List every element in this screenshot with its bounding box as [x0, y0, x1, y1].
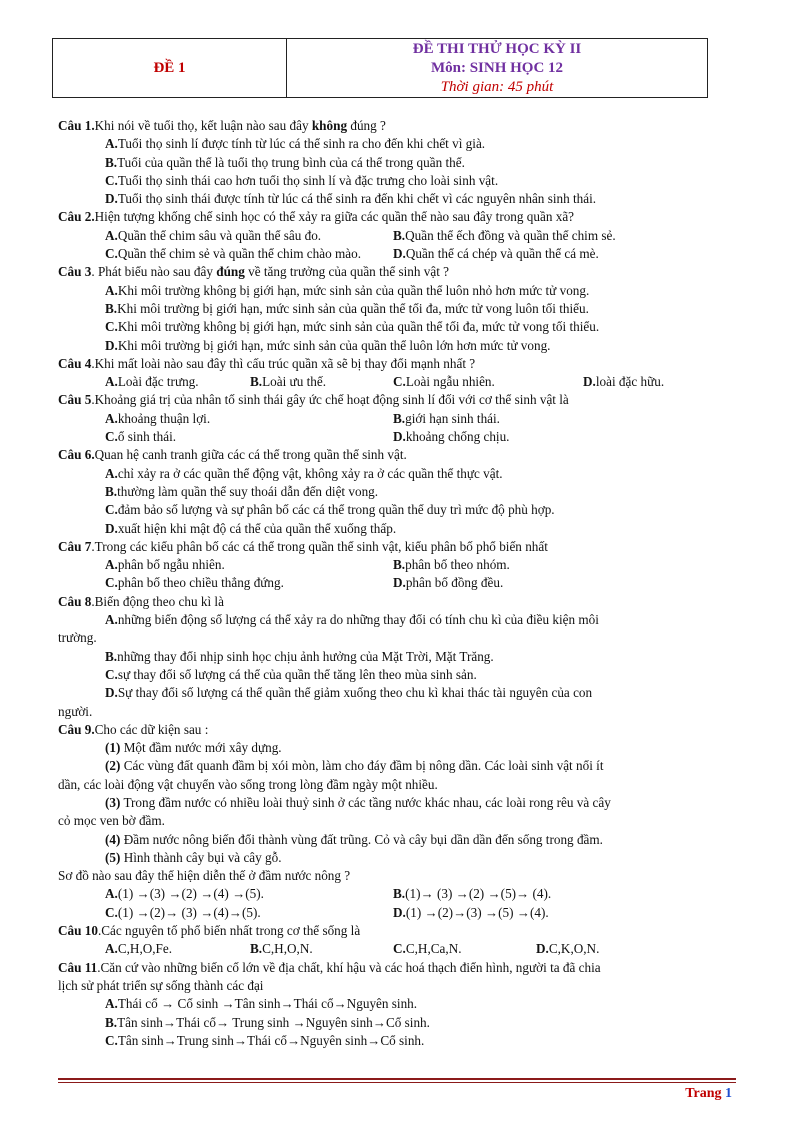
option: D.Khi môi trường bị giới hạn, mức sinh sản của quần thể luôn lớn hơn mức tử vong. [105, 337, 551, 353]
question-number: Câu 2. [58, 209, 95, 225]
question-1: Câu 1.Khi nói về tuổi thọ, kết luận nào sau đây không đúng ? [58, 118, 386, 133]
option: B.giới hạn sinh thái. [393, 410, 500, 426]
option: D.(1) →(2)→(3) →(5) →(4). [393, 904, 549, 920]
option: C.Quần thể chim sẻ và quần thể chim chào mào. [105, 246, 361, 262]
option-continuation: người. [58, 703, 93, 719]
option: D.khoảng chống chịu. [393, 429, 510, 445]
option: B.Loài ưu thế. [250, 374, 327, 390]
option-row [58, 245, 718, 263]
fact-item: (1) Một đầm nước mới xây dựng. [105, 740, 282, 756]
exam-header-table [52, 38, 708, 98]
option: B.những thay đổi nhịp sinh học chịu ảnh hưởng của Mặt Trời, Mặt Trăng. [105, 648, 494, 664]
footer-rule-thin [58, 1082, 736, 1083]
question-number: Câu 8 [58, 593, 92, 609]
option: B.(1)→ (3) →(2) →(5)→ (4). [393, 886, 552, 902]
option: A.(1) →(3) →(2) →(4) →(5). [105, 886, 264, 902]
option: B.phân bố theo nhóm. [393, 557, 510, 573]
option-row [58, 227, 718, 245]
option-row [58, 904, 718, 922]
option: C.C,H,Ca,N. [393, 941, 462, 957]
option: C.phân bố theo chiều thẳng đứng. [105, 575, 284, 591]
fact-item: (5) Hình thành cây bụi và cây gỗ. [105, 849, 282, 865]
fact-continuation: cỏ mọc ven bờ đầm. [58, 813, 165, 829]
option: B.C,H,O,N. [250, 941, 313, 957]
question-number: Câu 4 [58, 355, 92, 371]
option-row [58, 410, 718, 428]
option: A.Khi môi trường không bị giới hạn, mức sinh sản của quần thể luôn nhỏ hơn mức tử vong. [105, 282, 590, 298]
fact-item: (2) Các vùng đất quanh đầm bị xói mòn, làm cho đáy đầm bị nông dần. Các loài sinh vật nổi ít [105, 758, 604, 774]
question-number: Câu 10 [58, 923, 98, 939]
option: B.Quần thể ếch đồng và quần thể chim sẻ. [393, 227, 616, 243]
option: C.sự thay đổi số lượng cá thể của quần thể tăng lên theo mùa sinh sản. [105, 666, 477, 682]
option: A.những biến động số lượng cá thể xảy ra do những thay đổi có tính chu kì của điều kiện môi [105, 612, 599, 628]
option: B.Tân sinh→Thái cổ→ Trung sinh →Nguyên sinh→Cổ sinh. [105, 1014, 430, 1030]
fact-continuation: dần, các loài động vật chuyển vào sống trong lòng đầm ngày một nhiều. [58, 776, 438, 792]
option: A.khoảng thuận lợi. [105, 410, 211, 426]
question-8: Câu 8.Biến động theo chu kì là [58, 593, 224, 609]
option: A.C,H,O,Fe. [105, 941, 173, 957]
fact-item: (4) Đầm nước nông biến đổi thành vùng đất trũng. Cỏ và cây bụi dần dần đến sống trong đầm. [105, 831, 603, 847]
option: A.chỉ xảy ra ở các quần thể động vật, không xảy ra ở các quần thể thực vật. [105, 465, 503, 481]
question-6: Câu 6.Quan hệ canh tranh giữa các cá thể trong quần thể sinh vật. [58, 447, 407, 463]
question-prompt: Sơ đồ nào sau đây thể hiện diễn thế ở đầm nước nông ? [58, 868, 351, 884]
option: D.loài đặc hữu. [583, 374, 665, 390]
option: D.phân bố đồng đều. [393, 575, 504, 591]
question-continuation: lịch sử phát triển sự sống thành các đại [58, 977, 264, 993]
fact-item: (3) Trong đầm nước có nhiều loài thuỷ sinh ở các tầng nước khác nhau, các loài rong rêu và cây [105, 794, 611, 810]
option: C.Khi môi trường không bị giới hạn, mức sinh sản của quần thể tối đa, mức tử vong tối thiểu. [105, 319, 600, 335]
question-3: Câu 3. Phát biểu nào sau đây đúng về tăng trưởng của quần thể sinh vật ? [58, 264, 450, 280]
option-row [58, 885, 718, 903]
question-10: Câu 10.Các nguyên tố phổ biến nhất trong cơ thể sống là [58, 923, 361, 939]
option: A.Thái cổ → Cổ sinh →Tân sinh→Thái cổ→Nguyên sinh. [105, 996, 418, 1012]
option: C.đảm bảo số lượng và sự phân bố các cá thể trong quần thể duy trì mức độ phù hợp. [105, 502, 555, 518]
question-number: Câu 3 [58, 264, 92, 280]
question-7: Câu 7.Trong các kiểu phân bố các cá thể trong quần thể sinh vật, kiểu phân bố phổ biến nhất [58, 538, 548, 554]
option: B.thường làm quần thể suy thoái dẫn đến diệt vong. [105, 483, 379, 499]
exam-title: ĐỀ THI THỬ HỌC KỲ II [412, 40, 582, 57]
option: C.Tuổi thọ sinh thái cao hơn tuổi thọ sinh lí và đặc trưng cho loài sinh vật. [105, 172, 499, 188]
option-row [58, 373, 718, 391]
option: D.Quần thể cá chép và quần thể cá mè. [393, 246, 599, 262]
option: A.phân bố ngẫu nhiên. [105, 557, 225, 573]
option-row [58, 428, 718, 446]
option: D.xuất hiện khi mật độ cá thể của quần thể xuống thấp. [105, 520, 397, 536]
question-4: Câu 4.Khi mất loài nào sau đây thì cấu trúc quần xã sẽ bị thay đổi mạnh nhất ? [58, 355, 476, 371]
option: B.Tuổi của quần thể là tuổi thọ trung bình của cá thể trong quần thể. [105, 154, 465, 170]
questions-body [58, 117, 718, 1050]
question-number: Câu 7 [58, 538, 92, 554]
footer-rule [58, 1078, 736, 1080]
question-number: Câu 1. [58, 118, 95, 133]
option: B.Khi môi trường bị giới hạn, mức sinh sản của quần thể tối đa, mức tử vong luôn tối thiểu. [105, 300, 589, 316]
page-number: Trang 1 [685, 1086, 732, 1101]
question-number: Câu 11 [58, 959, 98, 975]
exam-code: ĐỀ 1 [53, 39, 287, 97]
option: A.Quần thể chim sâu và quần thể sâu đo. [105, 227, 322, 243]
exam-title-cell [287, 39, 707, 97]
question-11: Câu 11.Căn cứ vào những biến cố lớn về địa chất, khí hậu và các hoá thạch điển hình, người ta đã chia [58, 959, 601, 975]
question-2: Câu 2.Hiện tượng khống chế sinh học có thể xảy ra giữa các quần thể nào sau đây trong quần xã? [58, 209, 575, 225]
option: A.Tuổi thọ sinh lí được tính từ lúc cá thể sinh ra cho đến khi chết vì già. [105, 136, 486, 152]
option-continuation: trường. [58, 630, 97, 646]
option-row [58, 556, 718, 574]
option-row [58, 940, 718, 958]
exam-subject: Môn: SINH HỌC 12 [430, 59, 564, 76]
option: A.Loài đặc trưng. [105, 374, 199, 390]
question-9: Câu 9.Cho các dữ kiện sau : [58, 721, 209, 737]
option-row [58, 574, 718, 592]
option: C.Loài ngẫu nhiên. [393, 374, 495, 390]
question-number: Câu 6. [58, 447, 95, 463]
option: C.ổ sinh thái. [105, 429, 177, 445]
question-5: Câu 5.Khoảng giá trị của nhân tố sinh thái gây ức chế hoạt động sinh lí đối với cơ thể sinh vật là [58, 392, 569, 408]
question-number: Câu 9. [58, 721, 95, 737]
option: D.C,K,O,N. [536, 941, 600, 957]
question-number: Câu 5 [58, 392, 92, 408]
option: D.Tuổi thọ sinh thái được tính từ lúc cá thể sinh ra đến khi chết vì các nguyên nhân sinh thái. [105, 191, 597, 207]
option: C.(1) →(2)→ (3) →(4)→(5). [105, 904, 261, 920]
option: C.Tân sinh→Trung sinh→Thái cổ→Nguyên sinh→Cổ sinh. [105, 1032, 425, 1048]
exam-duration: Thời gian: 45 phút [440, 78, 554, 95]
option: D.Sự thay đổi số lượng cá thể quần thể giảm xuống theo chu kì khai thác tài nguyên của con [105, 685, 593, 701]
